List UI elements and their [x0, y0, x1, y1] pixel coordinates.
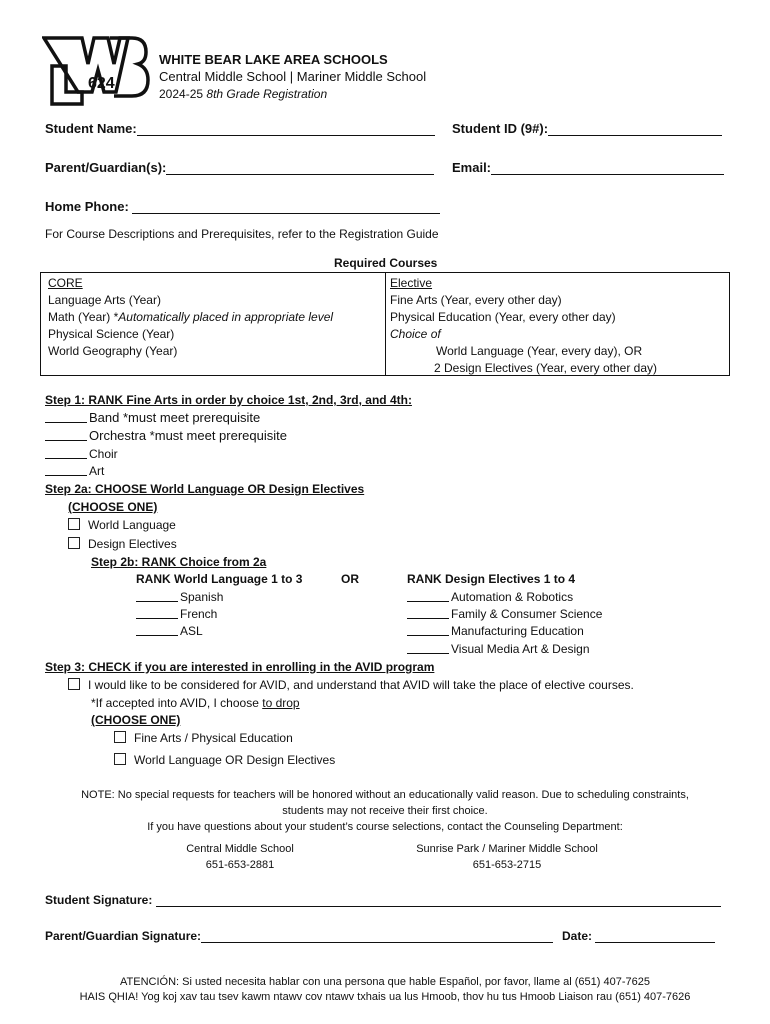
elective-header: Elective	[390, 276, 433, 290]
step2a-title: Step 2a: CHOOSE World Language OR Design Electives	[45, 482, 365, 496]
elective-item: Fine Arts (Year, every other day)	[390, 293, 562, 307]
contact-mariner-school: Sunrise Park / Mariner Middle School	[416, 843, 598, 855]
required-courses-table	[40, 272, 730, 376]
core-item: Language Arts (Year)	[48, 293, 161, 307]
choice-item: World Language (Year, every day), OR	[436, 344, 643, 358]
fine-arts-rank-band[interactable]: Band *must meet prerequisite	[45, 410, 260, 425]
core-item-math: Math (Year) *Automatically placed in appropriate level	[48, 310, 334, 324]
step1-title: Step 1: RANK Fine Arts in order by choice 1st, 2nd, 3rd, and 4th:	[45, 393, 412, 407]
fine-arts-rank-orchestra[interactable]: Orchestra *must meet prerequisite	[45, 428, 287, 443]
email-field[interactable]: Email:	[452, 160, 724, 175]
footer-spanish: ATENCIÓN: Si usted necesita hablar con una persona que hable Español, por favor, llame al (651) 407-7625	[120, 976, 650, 988]
design-electives-checkbox[interactable]: Design Electives	[68, 537, 177, 551]
de-rank-facs[interactable]: Family & Consumer Science	[407, 607, 602, 621]
checkbox-icon	[114, 753, 126, 765]
de-rank-manufacturing[interactable]: Manufacturing Education	[407, 624, 584, 638]
footer-hmong: HAIS QHIA! Yog koj xav tau tsev kawm ntawv cov ntawv txhais ua lus Hmoob, thov hu tus Hmoob Liaison rau (651) 407-7626	[79, 991, 691, 1003]
school-year: 2024-25	[159, 87, 204, 101]
table-divider	[385, 273, 386, 375]
checkbox-icon	[68, 537, 80, 549]
checkbox-icon	[68, 518, 80, 530]
svg-text:624: 624	[88, 75, 115, 92]
step3-choose-one: (CHOOSE ONE)	[91, 713, 181, 727]
date-field[interactable]: Date:	[562, 929, 715, 943]
contact-central-phone: 651-653-2881	[205, 859, 275, 871]
core-item: Physical Science (Year)	[48, 327, 175, 341]
district-logo	[42, 36, 150, 106]
avid-accepted-note: *If accepted into AVID, I choose to drop	[91, 696, 300, 710]
school-names: Central Middle School | Mariner Middle School	[159, 69, 427, 84]
de-rank-header: RANK Design Electives 1 to 4	[407, 572, 576, 586]
avid-checkbox[interactable]: I would like to be considered for AVID, and understand that AVID will take the place of elective courses.	[68, 678, 634, 692]
core-item: World Geography (Year)	[48, 344, 178, 358]
fine-arts-rank-art[interactable]: Art	[45, 464, 104, 478]
drop-wl-de-checkbox[interactable]: World Language OR Design Electives	[114, 753, 335, 767]
required-courses-title: Required Courses	[334, 256, 438, 270]
note-line-2: students may not receive their first choice.	[282, 805, 488, 817]
parent-guardian-field[interactable]: Parent/Guardian(s):	[45, 160, 434, 175]
choice-of-label: Choice of	[390, 327, 441, 341]
elective-item: Physical Education (Year, every other day)	[390, 310, 616, 324]
wl-rank-spanish[interactable]: Spanish	[136, 590, 223, 604]
contact-central-school: Central Middle School	[186, 843, 294, 855]
step2b-title: Step 2b: RANK Choice from 2a	[91, 555, 267, 569]
or-label: OR	[341, 572, 359, 586]
note-line-3: If you have questions about your student’s course selections, contact the Counseling Department:	[147, 821, 623, 833]
checkbox-icon	[114, 731, 126, 743]
de-rank-visual-media[interactable]: Visual Media Art & Design	[407, 642, 590, 656]
note-line-1: NOTE: No special requests for teachers will be honored without an educationally valid reason. Due to scheduling constraints,	[81, 789, 689, 801]
contact-mariner-phone: 651-653-2715	[472, 859, 542, 871]
fine-arts-rank-choir[interactable]: Choir	[45, 447, 118, 461]
core-header: CORE	[48, 276, 83, 290]
intro-text: For Course Descriptions and Prerequisites, refer to the Registration Guide	[45, 227, 439, 241]
form-title: 8th Grade Registration	[206, 87, 328, 101]
wl-rank-french[interactable]: French	[136, 607, 217, 621]
drop-fine-arts-pe-checkbox[interactable]: Fine Arts / Physical Education	[114, 731, 293, 745]
org-name: WHITE BEAR LAKE AREA SCHOOLS	[159, 52, 388, 67]
student-id-field[interactable]: Student ID (9#):	[452, 121, 722, 136]
wl-rank-asl[interactable]: ASL	[136, 624, 203, 638]
choice-item: 2 Design Electives (Year, every other day)	[434, 361, 658, 375]
student-name-field[interactable]: Student Name:	[45, 121, 435, 136]
de-rank-automation[interactable]: Automation & Robotics	[407, 590, 573, 604]
parent-signature-field[interactable]: Parent/Guardian Signature:	[45, 929, 553, 943]
wl-rank-header: RANK World Language 1 to 3	[136, 572, 303, 586]
student-signature-field[interactable]: Student Signature:	[45, 893, 721, 907]
world-language-checkbox[interactable]: World Language	[68, 518, 176, 532]
step2a-choose-one: (CHOOSE ONE)	[68, 500, 158, 514]
home-phone-field[interactable]: Home Phone:	[45, 199, 440, 214]
step3-title: Step 3: CHECK if you are interested in enrolling in the AVID program	[45, 660, 435, 674]
checkbox-icon	[68, 678, 80, 690]
registration-title	[159, 87, 327, 101]
